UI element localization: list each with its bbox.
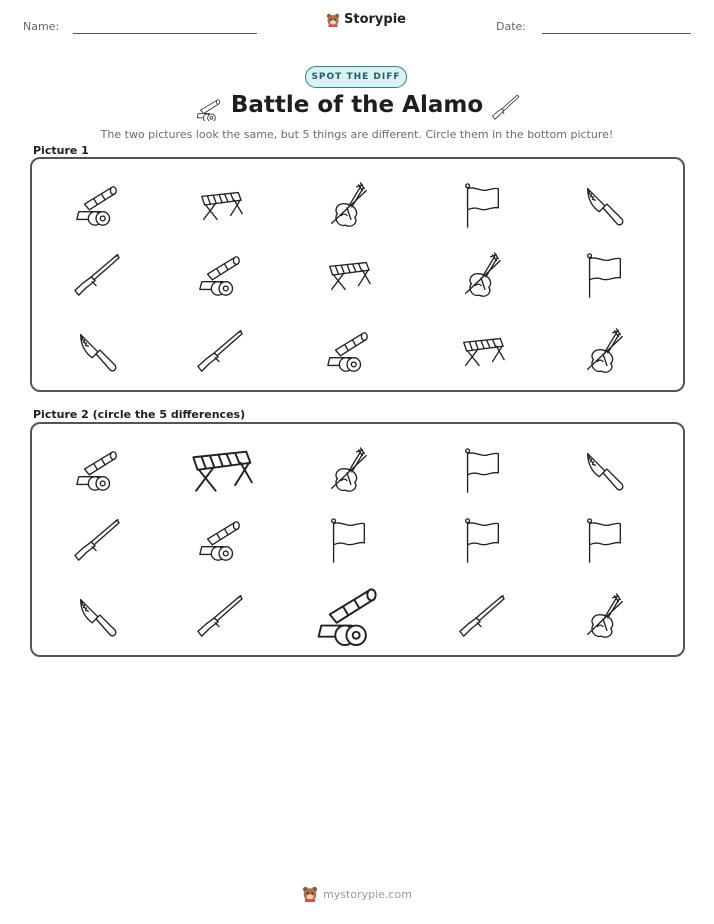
picture-2-item-rifle[interactable] (447, 586, 517, 646)
picture-2-item-knife[interactable] (62, 586, 132, 646)
picture-2-item-cannon[interactable] (185, 510, 255, 570)
picture-2-item-rifle[interactable] (62, 510, 132, 570)
footer (0, 886, 714, 902)
picture-2-item-flag[interactable] (447, 510, 517, 570)
cannon-icon (313, 581, 383, 651)
picture-2-item-cannon-large[interactable] (313, 586, 383, 646)
picture-1-item-knife[interactable] (62, 321, 132, 381)
instructions: The two pictures look the same, but 5 things are different. Circle them in the bottom picture! (100, 128, 614, 141)
bear-logo-icon (326, 13, 340, 27)
cannon-icon (73, 181, 121, 229)
picture-2-item-rifle[interactable] (185, 586, 255, 646)
picture-2-label: Picture 2 (circle the 5 differences) (33, 408, 246, 421)
rifle-icon (196, 592, 244, 640)
cot-icon (196, 181, 244, 229)
cot-icon (458, 327, 506, 375)
flag-icon (458, 181, 506, 229)
picture-2-item-flag[interactable] (447, 440, 517, 500)
cot-icon (185, 435, 255, 505)
picture-1-item-violin[interactable] (447, 245, 517, 305)
picture-2-item-cannon[interactable] (62, 440, 132, 500)
picture-1-item-rifle[interactable] (185, 321, 255, 381)
violin-icon (324, 181, 372, 229)
date-line[interactable] (542, 33, 691, 34)
rifle-icon (73, 516, 121, 564)
picture-2-item-flag[interactable] (569, 510, 639, 570)
picture-1-item-cannon[interactable] (62, 175, 132, 235)
violin-icon (580, 592, 628, 640)
violin-icon (458, 251, 506, 299)
cannon-icon (196, 251, 244, 299)
brand-name: Storypie (344, 12, 406, 27)
page-title: Battle of the Alamo (230, 92, 484, 118)
picture-2-item-violin[interactable] (313, 440, 383, 500)
cot-icon (324, 251, 372, 299)
picture-1-item-knife[interactable] (569, 175, 639, 235)
flag-icon (580, 516, 628, 564)
cannon-icon (73, 446, 121, 494)
picture-2-item-violin[interactable] (569, 586, 639, 646)
picture-2-item-knife[interactable] (569, 440, 639, 500)
picture-1-panel[interactable] (30, 157, 685, 392)
cannon-icon (324, 327, 372, 375)
picture-1-item-violin[interactable] (569, 321, 639, 381)
picture-2-item-flag[interactable] (313, 510, 383, 570)
flag-icon (458, 446, 506, 494)
flag-icon (458, 516, 506, 564)
picture-2-panel[interactable] (30, 422, 685, 657)
name-label: Name: (23, 20, 60, 33)
flag-icon (324, 516, 372, 564)
flag-icon (580, 251, 628, 299)
rifle-icon (491, 93, 521, 121)
picture-2-item-cot-large[interactable] (185, 440, 255, 500)
picture-1-item-rifle[interactable] (62, 245, 132, 305)
rifle-icon (458, 592, 506, 640)
bear-logo-icon (302, 886, 318, 902)
date-label: Date: (496, 20, 526, 33)
rifle-icon (73, 251, 121, 299)
spot-the-diff-badge: SPOT THE DIFF (305, 66, 407, 88)
picture-1-label: Picture 1 (33, 144, 89, 157)
violin-icon (580, 327, 628, 375)
name-line[interactable] (73, 33, 257, 34)
cannon-icon (196, 516, 244, 564)
picture-1-item-flag[interactable] (569, 245, 639, 305)
knife-icon (580, 446, 628, 494)
picture-1-item-violin[interactable] (313, 175, 383, 235)
picture-1-item-flag[interactable] (447, 175, 517, 235)
violin-icon (324, 446, 372, 494)
picture-1-item-cot[interactable] (447, 321, 517, 381)
brand (326, 12, 406, 27)
footer-url[interactable]: mystorypie.com (323, 887, 412, 901)
knife-icon (73, 327, 121, 375)
picture-1-item-cannon[interactable] (185, 245, 255, 305)
rifle-icon (196, 327, 244, 375)
picture-1-item-cot[interactable] (313, 245, 383, 305)
knife-icon (580, 181, 628, 229)
picture-1-item-cot[interactable] (185, 175, 255, 235)
picture-1-item-cannon[interactable] (313, 321, 383, 381)
knife-icon (73, 592, 121, 640)
